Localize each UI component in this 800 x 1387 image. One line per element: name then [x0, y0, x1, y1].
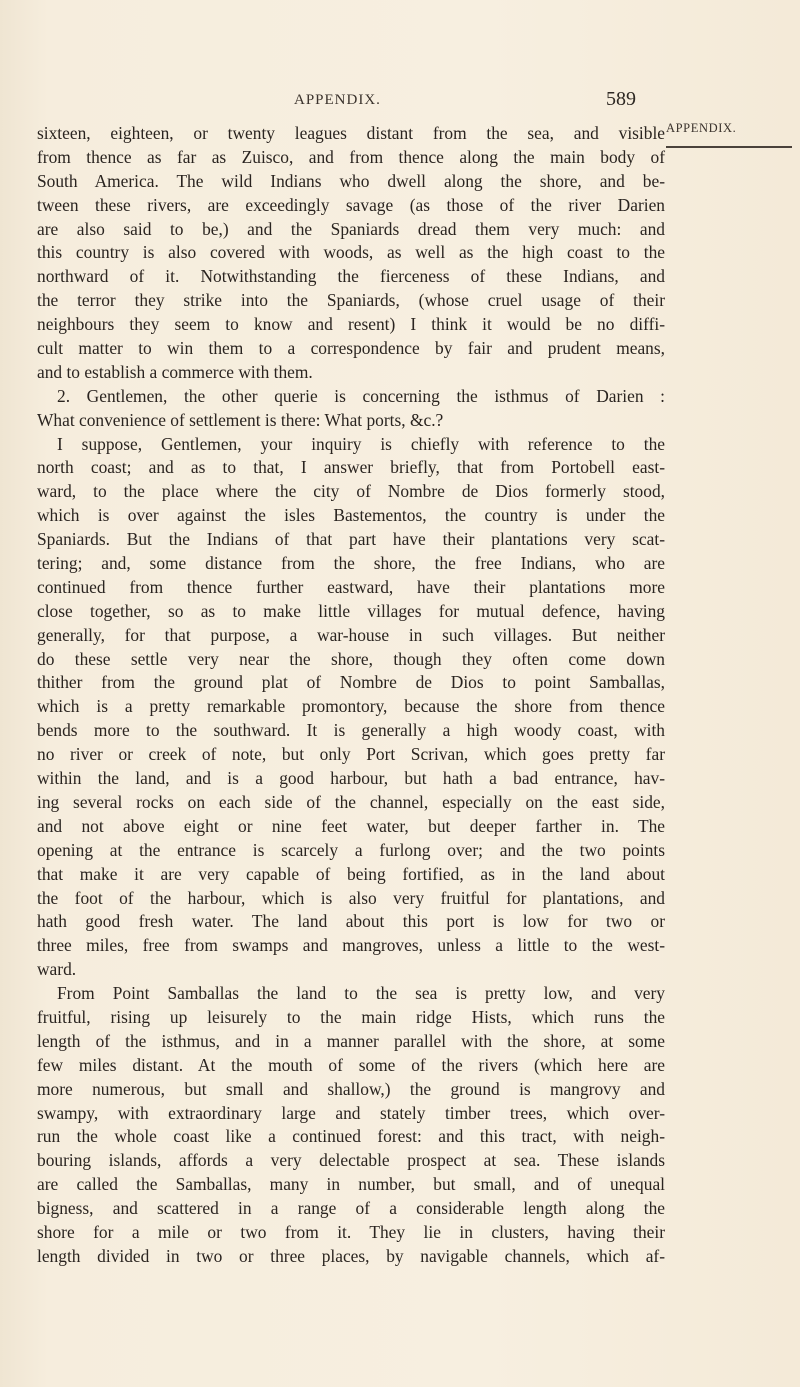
text-line: tering; and, some distance from the shore, the free Indians, who are: [37, 553, 665, 574]
text-line: run the whole coast like a continued forest: and this tract, with neigh-: [37, 1126, 665, 1147]
text-line: tween these rivers, are exceedingly savage (as those of the river Darien: [37, 194, 665, 215]
text-line: from thence as far as Zuisco, and from thence along the main body of: [37, 146, 665, 167]
text-line: bigness, and scattered in a range of a considerable length along the: [37, 1198, 665, 1219]
text-line: within the land, and is a good harbour, but hath a bad entrance, hav-: [37, 768, 665, 789]
text-line: fruitful, rising up leisurely to the main ridge Hists, which runs the: [37, 1006, 665, 1027]
text-line: thither from the ground plat of Nombre de Dios to point Samballas,: [37, 672, 665, 693]
text-line: are also said to be,) and the Spaniards dread them very much: and: [37, 218, 665, 239]
text-line: generally, for that purpose, a war-house in such villages. But neither: [37, 624, 665, 645]
text-line: this country is also covered with woods, as well as the high coast to the: [37, 242, 665, 263]
text-line: three miles, free from swamps and mangroves, unless a little to the west-: [37, 935, 665, 956]
text-line: the terror they strike into the Spaniards, (whose cruel usage of their: [37, 290, 665, 311]
text-line: ing several rocks on each side of the channel, especially on the east side,: [37, 791, 665, 812]
text-line: and not above eight or nine feet water, but deeper farther in. The: [37, 815, 665, 836]
text-line: 2. Gentlemen, the other querie is concerning the isthmus of Darien :: [57, 385, 665, 406]
text-line: ward.: [37, 959, 77, 980]
text-line: South America. The wild Indians who dwell along the shore, and be-: [37, 170, 665, 191]
text-line: the foot of the harbour, which is also very fruitful for plantations, and: [37, 887, 665, 908]
text-line: What convenience of settlement is there: What ports, &c.?: [37, 409, 444, 430]
text-line: neighbours they seem to know and resent) I think it would be no diffi-: [37, 314, 665, 335]
text-line: opening at the entrance is scarcely a furlong over; and the two points: [37, 839, 665, 860]
text-line: northward of it. Notwithstanding the fierceness of these Indians, and: [37, 266, 665, 287]
text-line: length divided in two or three places, by navigable channels, which af-: [37, 1245, 665, 1266]
text-line: hath good fresh water. The land about this port is low for two or: [37, 911, 665, 932]
text-line: continued from thence further eastward, have their plantations more: [37, 576, 665, 597]
text-line: sixteen, eighteen, or twenty leagues distant from the sea, and visible: [37, 123, 665, 143]
text-line: bends more to the southward. It is generally a high woody coast, with: [37, 720, 665, 741]
margin-note-label: APPENDIX.: [666, 121, 737, 135]
text-line: north coast; and as to that, I answer briefly, that from Portobell east-: [37, 457, 665, 478]
text-line: length of the isthmus, and in a manner parallel with the shore, at some: [37, 1030, 665, 1051]
text-line: which is over against the isles Bastementos, the country is under the: [37, 505, 665, 526]
body-text: [37, 122, 665, 1269]
running-title: APPENDIX.: [294, 92, 381, 108]
text-line: are called the Samballas, many in number, but small, and of unequal: [37, 1174, 665, 1195]
text-line: cult matter to win them to a correspondence by fair and prudent means,: [37, 338, 665, 359]
page-number: 589: [606, 88, 636, 110]
text-line: and to establish a commerce with them.: [37, 361, 313, 382]
text-line: swampy, with extraordinary large and stately timber trees, which over-: [37, 1102, 665, 1123]
text-line: few miles distant. At the mouth of some of the rivers (which here are: [37, 1054, 665, 1075]
running-head: [0, 88, 800, 118]
text-line: bouring islands, affords a very delectable prospect at sea. These islands: [37, 1150, 665, 1171]
text-line: which is a pretty remarkable promontory, because the shore from thence: [37, 696, 665, 717]
text-line: shore for a mile or two from it. They lie in clusters, having their: [37, 1221, 665, 1242]
margin-rule: [666, 146, 792, 148]
text-line: From Point Samballas the land to the sea is pretty low, and very: [57, 983, 665, 1004]
text-line: Spaniards. But the Indians of that part have their plantations very scat-: [37, 529, 665, 550]
text-line: do these settle very near the shore, though they often come down: [37, 648, 665, 669]
text-line: no river or creek of note, but only Port Scrivan, which goes pretty far: [37, 744, 665, 765]
text-line: I suppose, Gentlemen, your inquiry is chiefly with reference to the: [57, 433, 665, 454]
text-line: close together, so as to make little villages for mutual defence, having: [37, 600, 665, 621]
text-line: that make it are very capable of being fortified, as in the land about: [37, 863, 665, 884]
margin-note: [666, 121, 798, 148]
text-line: ward, to the place where the city of Nombre de Dios formerly stood,: [37, 481, 665, 502]
text-line: more numerous, but small and shallow,) the ground is mangrovy and: [37, 1078, 665, 1099]
